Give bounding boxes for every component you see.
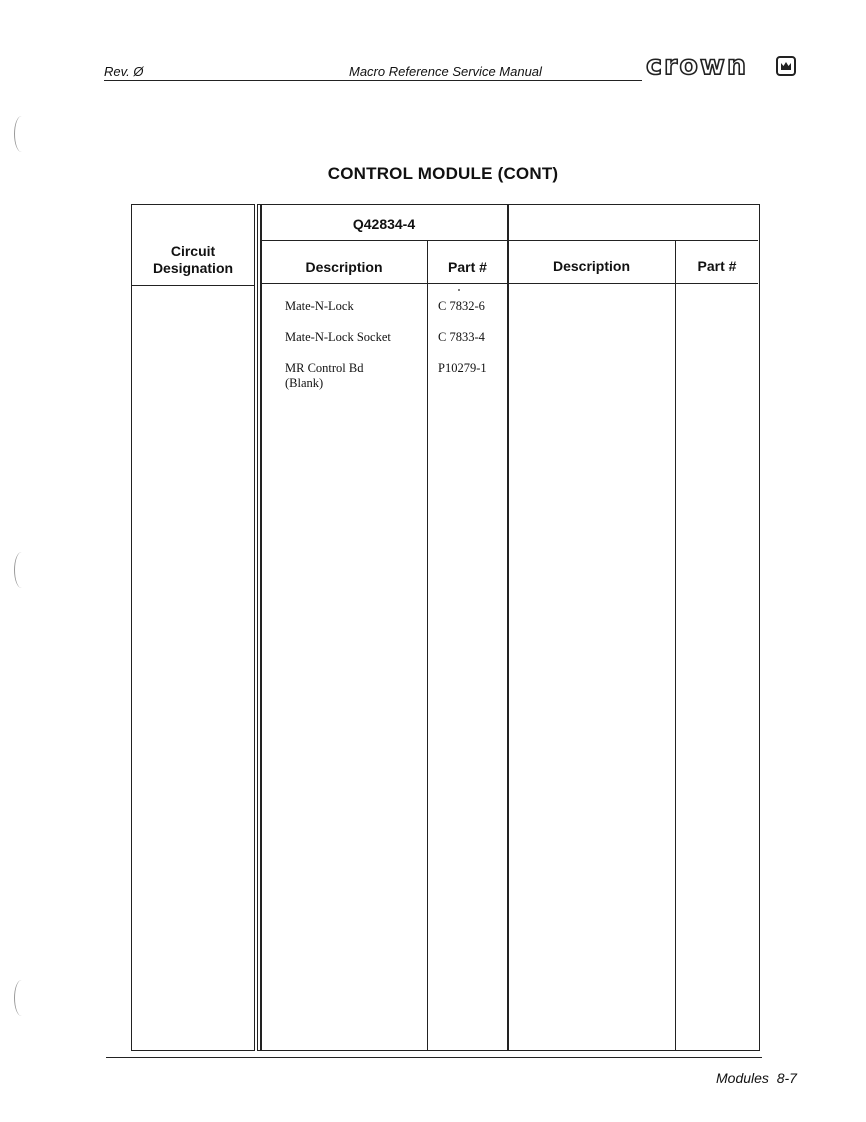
row-part-number: C 7832-6	[438, 299, 485, 313]
logo-wordmark: crown	[646, 50, 749, 81]
page-number: 8-7	[776, 1070, 797, 1086]
row-divider	[132, 285, 254, 286]
column-divider	[675, 241, 676, 1050]
page-footer	[716, 1070, 797, 1086]
binder-hole	[14, 552, 29, 588]
header-line: Designation	[152, 260, 234, 276]
crown-emblem-icon	[776, 56, 796, 76]
column-divider	[507, 205, 509, 1050]
part-number-header: Part #	[448, 259, 487, 275]
row-divider	[261, 283, 758, 284]
row-description: Mate-N-Lock	[285, 299, 354, 313]
part-number-header-2: Part #	[697, 258, 737, 274]
description-header-2: Description	[552, 258, 630, 274]
header-line: Circuit	[170, 243, 216, 259]
description-line: (Blank)	[285, 376, 324, 390]
row-description: Mate-N-Lock Socket	[285, 330, 391, 344]
row-description	[285, 361, 364, 391]
footer-rule	[106, 1057, 762, 1058]
circuit-designation-column	[131, 204, 255, 1051]
circuit-designation-header	[131, 243, 255, 277]
revision-label: Rev. Ø	[104, 64, 144, 79]
column-divider	[427, 241, 428, 1050]
description-header: Description	[305, 259, 383, 275]
binder-hole	[14, 116, 29, 152]
row-divider	[261, 240, 758, 241]
crown-logo	[646, 50, 798, 81]
footer-section: Modules	[716, 1070, 769, 1086]
column-divider	[260, 205, 262, 1050]
page-title: CONTROL MODULE (CONT)	[327, 164, 559, 183]
row-part-number: P10279-1	[438, 361, 487, 375]
binder-hole	[14, 980, 29, 1016]
manual-title: Macro Reference Service Manual	[349, 64, 542, 79]
row-part-number: C 7833-4	[438, 330, 485, 344]
speck	[458, 289, 460, 291]
group-title: Q42834-4	[352, 216, 416, 232]
header-rule	[104, 80, 642, 81]
description-line: MR Control Bd	[285, 361, 364, 375]
